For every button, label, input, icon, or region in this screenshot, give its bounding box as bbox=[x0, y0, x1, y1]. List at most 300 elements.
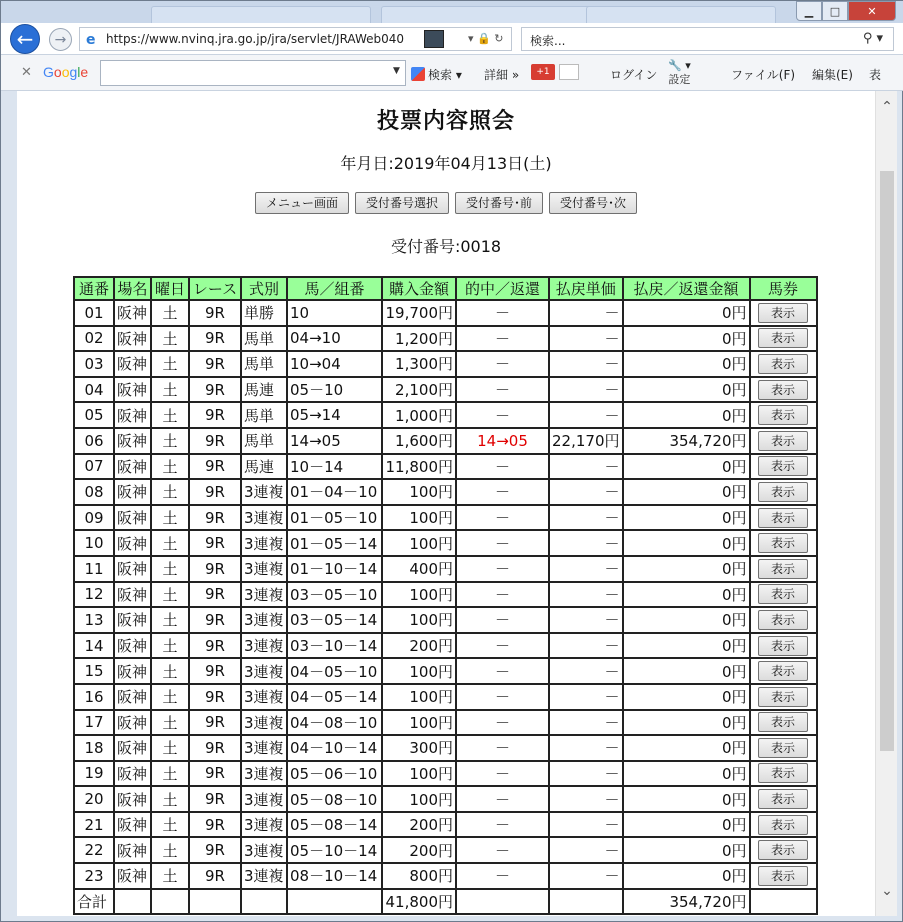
show-ticket-button[interactable]: 表示 bbox=[758, 815, 808, 835]
table-cell: 3連複 bbox=[241, 863, 287, 889]
table-cell: 土 bbox=[151, 300, 189, 326]
table-cell: － bbox=[456, 684, 549, 710]
table-cell: 3連複 bbox=[241, 710, 287, 736]
total-purchase: 41,800円 bbox=[382, 889, 456, 915]
table-cell: 阪神 bbox=[114, 710, 151, 736]
show-ticket-button[interactable]: 表示 bbox=[758, 738, 808, 758]
table-row bbox=[74, 505, 817, 531]
table-cell: － bbox=[549, 633, 623, 659]
table-cell: 阪神 bbox=[114, 812, 151, 838]
table-cell: 阪神 bbox=[114, 530, 151, 556]
table-cell: 23 bbox=[74, 863, 114, 889]
table-cell: 土 bbox=[151, 684, 189, 710]
table-cell: 9R bbox=[189, 326, 241, 352]
show-ticket-button[interactable]: 表示 bbox=[758, 712, 808, 732]
show-ticket-button[interactable]: 表示 bbox=[758, 380, 808, 400]
table-cell: － bbox=[456, 582, 549, 608]
table-cell: － bbox=[456, 710, 549, 736]
table-cell: 22 bbox=[74, 837, 114, 863]
table-cell: 0円 bbox=[623, 505, 750, 531]
table-cell: － bbox=[549, 556, 623, 582]
table-cell: － bbox=[456, 761, 549, 787]
ticket-cell bbox=[750, 786, 817, 812]
table-cell: 1,000円 bbox=[382, 402, 456, 428]
table-cell: 阪神 bbox=[114, 684, 151, 710]
table-cell: 0円 bbox=[623, 402, 750, 428]
show-ticket-button[interactable]: 表示 bbox=[758, 328, 808, 348]
table-cell: 1,300円 bbox=[382, 351, 456, 377]
ticket-cell bbox=[750, 658, 817, 684]
table-cell: 9R bbox=[189, 556, 241, 582]
table-cell: 9R bbox=[189, 607, 241, 633]
table-cell: 3連複 bbox=[241, 479, 287, 505]
ticket-cell bbox=[750, 735, 817, 761]
close-icon[interactable]: ✕ bbox=[21, 65, 32, 80]
table-cell: － bbox=[456, 479, 549, 505]
table-cell: － bbox=[549, 505, 623, 531]
google-search-icon bbox=[411, 67, 425, 81]
date-text: 年月日:2019年04月13日(土) bbox=[340, 154, 552, 173]
ticket-cell bbox=[750, 761, 817, 787]
table-cell: 0円 bbox=[623, 351, 750, 377]
table-cell: 05－06－10 bbox=[287, 761, 382, 787]
col-header: 購入金額 bbox=[382, 277, 456, 300]
table-cell: 3連複 bbox=[241, 761, 287, 787]
table-row bbox=[74, 454, 817, 480]
google-plus-button[interactable]: +1 bbox=[531, 64, 555, 80]
table-cell: － bbox=[549, 786, 623, 812]
table-cell: － bbox=[456, 377, 549, 403]
table-cell: 土 bbox=[151, 812, 189, 838]
table-cell: 05 bbox=[74, 402, 114, 428]
table-cell: 土 bbox=[151, 377, 189, 403]
table-cell: 9R bbox=[189, 505, 241, 531]
table-row bbox=[74, 326, 817, 352]
table-cell: 土 bbox=[151, 658, 189, 684]
search-box[interactable] bbox=[521, 27, 894, 51]
show-ticket-button[interactable]: 表示 bbox=[758, 866, 808, 886]
table-cell: － bbox=[456, 556, 549, 582]
bet-table bbox=[73, 276, 818, 915]
col-header: 馬券 bbox=[750, 277, 817, 300]
google-plus-count bbox=[559, 64, 579, 80]
table-cell: 100円 bbox=[382, 684, 456, 710]
table-cell: － bbox=[549, 863, 623, 889]
table-cell: 22,170円 bbox=[549, 428, 623, 454]
table-cell: 9R bbox=[189, 428, 241, 454]
table-cell: 100円 bbox=[382, 607, 456, 633]
show-ticket-button[interactable]: 表示 bbox=[758, 840, 808, 860]
table-cell: 9R bbox=[189, 658, 241, 684]
table-cell: 200円 bbox=[382, 633, 456, 659]
chevron-down-icon[interactable]: ▼ bbox=[393, 66, 400, 76]
table-cell: 3連複 bbox=[241, 735, 287, 761]
table-cell: 9R bbox=[189, 351, 241, 377]
ticket-cell bbox=[750, 530, 817, 556]
table-cell: 08－10－14 bbox=[287, 863, 382, 889]
table-cell: － bbox=[456, 812, 549, 838]
show-ticket-button[interactable]: 表示 bbox=[758, 533, 808, 553]
table-cell: 土 bbox=[151, 505, 189, 531]
table-cell: 3連複 bbox=[241, 658, 287, 684]
show-ticket-button[interactable]: 表示 bbox=[758, 789, 808, 809]
ticket-cell bbox=[750, 377, 817, 403]
table-cell: 0円 bbox=[623, 786, 750, 812]
receipt-select-button[interactable]: 受付番号選択 bbox=[355, 192, 449, 214]
empty-cell bbox=[456, 889, 549, 915]
tab-background[interactable] bbox=[381, 6, 601, 23]
show-ticket-button[interactable]: 表示 bbox=[758, 456, 808, 476]
table-cell: 08 bbox=[74, 479, 114, 505]
table-row bbox=[74, 582, 817, 608]
col-header: 的中／返還 bbox=[456, 277, 549, 300]
show-ticket-button[interactable]: 表示 bbox=[758, 661, 808, 681]
vertical-scrollbar[interactable] bbox=[875, 91, 897, 916]
show-ticket-button[interactable]: 表示 bbox=[758, 405, 808, 425]
arrow-right-icon: → bbox=[54, 31, 67, 48]
table-cell: 19,700円 bbox=[382, 300, 456, 326]
table-cell: 0円 bbox=[623, 863, 750, 889]
show-ticket-button[interactable]: 表示 bbox=[758, 610, 808, 630]
table-cell: － bbox=[456, 658, 549, 684]
show-ticket-button[interactable]: 表示 bbox=[758, 584, 808, 604]
table-cell: － bbox=[549, 761, 623, 787]
show-ticket-button[interactable]: 表示 bbox=[758, 687, 808, 707]
table-cell: 土 bbox=[151, 837, 189, 863]
table-cell: 0円 bbox=[623, 812, 750, 838]
table-cell: 土 bbox=[151, 556, 189, 582]
table-cell: 阪神 bbox=[114, 761, 151, 787]
table-cell: 9R bbox=[189, 710, 241, 736]
ticket-cell bbox=[750, 863, 817, 889]
table-row bbox=[74, 556, 817, 582]
table-cell: 11,800円 bbox=[382, 454, 456, 480]
table-cell: 0円 bbox=[623, 837, 750, 863]
table-cell: 阪神 bbox=[114, 607, 151, 633]
settings-button[interactable] bbox=[668, 59, 691, 87]
table-cell: － bbox=[549, 710, 623, 736]
show-ticket-button[interactable]: 表示 bbox=[758, 482, 808, 502]
show-ticket-button[interactable]: 表示 bbox=[758, 354, 808, 374]
table-cell: 100円 bbox=[382, 761, 456, 787]
table-cell: 馬単 bbox=[241, 402, 287, 428]
table-cell: 100円 bbox=[382, 530, 456, 556]
table-cell: 9R bbox=[189, 530, 241, 556]
ticket-cell bbox=[750, 582, 817, 608]
table-cell: 0円 bbox=[623, 582, 750, 608]
table-cell: 土 bbox=[151, 326, 189, 352]
back-button[interactable] bbox=[10, 24, 40, 54]
menu-edit[interactable]: 編集(E) bbox=[812, 68, 853, 82]
table-cell: 土 bbox=[151, 530, 189, 556]
table-cell: 01－05－14 bbox=[287, 530, 382, 556]
table-row bbox=[74, 633, 817, 659]
table-cell: － bbox=[549, 735, 623, 761]
forward-button[interactable] bbox=[49, 28, 72, 51]
search-placeholder: 検索... bbox=[530, 34, 566, 48]
page-content bbox=[17, 91, 875, 916]
table-cell: 03 bbox=[74, 351, 114, 377]
menu-view[interactable]: 表 bbox=[869, 68, 882, 82]
table-cell: 17 bbox=[74, 710, 114, 736]
table-cell: － bbox=[549, 402, 623, 428]
table-cell: 阪神 bbox=[114, 786, 151, 812]
tab-background[interactable] bbox=[586, 6, 776, 23]
table-cell: 0円 bbox=[623, 377, 750, 403]
address-bar[interactable] bbox=[79, 27, 512, 51]
table-cell: 9R bbox=[189, 300, 241, 326]
table-cell: － bbox=[549, 351, 623, 377]
table-row bbox=[74, 351, 817, 377]
table-cell: 9R bbox=[189, 812, 241, 838]
table-cell: 阪神 bbox=[114, 326, 151, 352]
table-cell: 阪神 bbox=[114, 582, 151, 608]
table-cell: 10 bbox=[287, 300, 382, 326]
ticket-cell bbox=[750, 351, 817, 377]
table-cell: － bbox=[456, 402, 549, 428]
receipt-prev-button[interactable]: 受付番号･前 bbox=[455, 192, 543, 214]
table-cell: 土 bbox=[151, 761, 189, 787]
table-cell: － bbox=[549, 530, 623, 556]
show-ticket-button[interactable]: 表示 bbox=[758, 431, 808, 451]
ticket-cell bbox=[750, 454, 817, 480]
google-toolbar bbox=[1, 55, 903, 91]
table-row bbox=[74, 863, 817, 889]
google-detail-button[interactable]: 詳細 » bbox=[484, 68, 520, 82]
table-cell: － bbox=[549, 684, 623, 710]
table-cell: 阪神 bbox=[114, 454, 151, 480]
table-cell: 06 bbox=[74, 428, 114, 454]
table-cell: 04－05－10 bbox=[287, 658, 382, 684]
google-search-label: 検索 bbox=[428, 68, 453, 82]
table-cell: 9R bbox=[189, 377, 241, 403]
receipt-next-button[interactable]: 受付番号･次 bbox=[549, 192, 637, 214]
close-button[interactable]: ✕ bbox=[848, 1, 896, 21]
table-cell: 3連複 bbox=[241, 556, 287, 582]
table-cell: 0円 bbox=[623, 479, 750, 505]
col-header: 馬／組番 bbox=[287, 277, 382, 300]
chevron-up-icon[interactable]: ⌃ bbox=[881, 99, 893, 115]
table-cell: 05－08－14 bbox=[287, 812, 382, 838]
table-cell: 0円 bbox=[623, 710, 750, 736]
table-cell: 馬連 bbox=[241, 454, 287, 480]
table-cell: － bbox=[549, 300, 623, 326]
table-cell: 土 bbox=[151, 607, 189, 633]
table-cell: 阪神 bbox=[114, 735, 151, 761]
table-cell: － bbox=[549, 326, 623, 352]
table-cell: 04－10－14 bbox=[287, 735, 382, 761]
table-row bbox=[74, 684, 817, 710]
col-header: 場名 bbox=[114, 277, 151, 300]
table-cell: 土 bbox=[151, 710, 189, 736]
table-cell: 3連複 bbox=[241, 684, 287, 710]
table-cell: 9R bbox=[189, 479, 241, 505]
table-cell: 04－05－14 bbox=[287, 684, 382, 710]
show-ticket-button[interactable]: 表示 bbox=[758, 508, 808, 528]
table-row bbox=[74, 658, 817, 684]
ie-icon: e bbox=[86, 32, 96, 48]
table-cell: － bbox=[549, 837, 623, 863]
table-cell: 0円 bbox=[623, 300, 750, 326]
ticket-cell bbox=[750, 479, 817, 505]
menu-screen-button[interactable]: メニュー画面 bbox=[255, 192, 349, 214]
table-row bbox=[74, 377, 817, 403]
table-cell: 土 bbox=[151, 479, 189, 505]
table-cell: 05－10－14 bbox=[287, 837, 382, 863]
table-cell: 100円 bbox=[382, 479, 456, 505]
maximize-button[interactable]: □ bbox=[822, 1, 848, 21]
table-cell: 01－10－14 bbox=[287, 556, 382, 582]
table-cell: 13 bbox=[74, 607, 114, 633]
table-cell: 阪神 bbox=[114, 837, 151, 863]
ticket-cell bbox=[750, 710, 817, 736]
table-cell: 阪神 bbox=[114, 556, 151, 582]
table-cell: 1,600円 bbox=[382, 428, 456, 454]
table-body bbox=[74, 300, 817, 914]
table-cell: 土 bbox=[151, 735, 189, 761]
table-cell: － bbox=[456, 530, 549, 556]
ticket-cell bbox=[750, 556, 817, 582]
table-cell: 04 bbox=[74, 377, 114, 403]
table-cell: － bbox=[456, 505, 549, 531]
table-cell: 200円 bbox=[382, 812, 456, 838]
login-button[interactable]: ログイン bbox=[610, 68, 658, 82]
table-cell: 阪神 bbox=[114, 402, 151, 428]
google-search-input[interactable] bbox=[100, 60, 406, 86]
ticket-cell bbox=[750, 402, 817, 428]
table-cell: － bbox=[456, 735, 549, 761]
ticket-cell bbox=[750, 326, 817, 352]
table-cell: 9R bbox=[189, 786, 241, 812]
table-cell: 土 bbox=[151, 863, 189, 889]
table-cell: 10－14 bbox=[287, 454, 382, 480]
table-cell: 土 bbox=[151, 633, 189, 659]
empty-cell bbox=[549, 889, 623, 915]
table-row bbox=[74, 428, 817, 454]
table-cell: 400円 bbox=[382, 556, 456, 582]
empty-cell bbox=[241, 889, 287, 915]
table-cell: 0円 bbox=[623, 761, 750, 787]
table-cell: 04→10 bbox=[287, 326, 382, 352]
page-title: 投票内容照会 bbox=[376, 109, 515, 134]
table-cell: 14 bbox=[74, 633, 114, 659]
table-cell: 9R bbox=[189, 633, 241, 659]
table-cell: － bbox=[456, 633, 549, 659]
table-cell: 9R bbox=[189, 761, 241, 787]
ticket-cell bbox=[750, 812, 817, 838]
table-cell: 20 bbox=[74, 786, 114, 812]
ticket-cell bbox=[750, 428, 817, 454]
table-cell: － bbox=[456, 863, 549, 889]
table-cell: 0円 bbox=[623, 633, 750, 659]
table-cell: 阪神 bbox=[114, 377, 151, 403]
table-cell: 馬単 bbox=[241, 428, 287, 454]
table-cell: － bbox=[456, 351, 549, 377]
table-cell: 200円 bbox=[382, 837, 456, 863]
table-cell: 03－05－14 bbox=[287, 607, 382, 633]
col-header: 曜日 bbox=[151, 277, 189, 300]
show-ticket-button[interactable]: 表示 bbox=[758, 303, 808, 323]
url-text[interactable]: https://www.nvinq.jra.go.jp/jra/servlet/JRAWeb040 bbox=[106, 32, 405, 46]
col-header: 通番 bbox=[74, 277, 114, 300]
table-cell: 3連複 bbox=[241, 633, 287, 659]
table-cell: 9R bbox=[189, 582, 241, 608]
table-cell: 0円 bbox=[623, 684, 750, 710]
table-cell: 0円 bbox=[623, 735, 750, 761]
ticket-cell bbox=[750, 505, 817, 531]
table-cell: 阪神 bbox=[114, 505, 151, 531]
minimize-button[interactable]: ▁ bbox=[796, 1, 822, 21]
empty-cell bbox=[287, 889, 382, 915]
table-cell: － bbox=[549, 582, 623, 608]
table-cell: 19 bbox=[74, 761, 114, 787]
total-payout: 354,720円 bbox=[623, 889, 750, 915]
table-cell: 0円 bbox=[623, 658, 750, 684]
table-cell: 馬単 bbox=[241, 351, 287, 377]
table-row bbox=[74, 786, 817, 812]
table-cell: 馬単 bbox=[241, 326, 287, 352]
google-search-button[interactable]: 検索 ▾ bbox=[411, 66, 462, 83]
table-cell: 1,200円 bbox=[382, 326, 456, 352]
table-cell: 土 bbox=[151, 351, 189, 377]
table-cell: 100円 bbox=[382, 710, 456, 736]
table-cell: 03－05－10 bbox=[287, 582, 382, 608]
lock-refresh-icons[interactable]: ▾ 🔒 ↻ bbox=[468, 32, 504, 45]
table-cell: 02 bbox=[74, 326, 114, 352]
table-row bbox=[74, 710, 817, 736]
table-cell: 03－10－14 bbox=[287, 633, 382, 659]
table-cell: － bbox=[456, 837, 549, 863]
tab-background[interactable] bbox=[151, 6, 371, 23]
page-thumbnail-icon[interactable] bbox=[424, 30, 444, 48]
table-cell: 馬連 bbox=[241, 377, 287, 403]
table-cell: 3連複 bbox=[241, 607, 287, 633]
table-cell: － bbox=[456, 607, 549, 633]
table-cell: 2,100円 bbox=[382, 377, 456, 403]
table-cell: 10 bbox=[74, 530, 114, 556]
table-cell: 800円 bbox=[382, 863, 456, 889]
table-cell: 100円 bbox=[382, 582, 456, 608]
table-cell: － bbox=[456, 300, 549, 326]
show-ticket-button[interactable]: 表示 bbox=[758, 763, 808, 783]
arrow-left-icon: ← bbox=[16, 27, 34, 51]
ticket-cell bbox=[750, 684, 817, 710]
search-icon[interactable]: ⚲ ▾ bbox=[862, 31, 883, 46]
menu-file[interactable]: ファイル(F) bbox=[731, 68, 796, 82]
table-cell: － bbox=[456, 454, 549, 480]
table-cell: － bbox=[549, 812, 623, 838]
table-cell: 354,720円 bbox=[623, 428, 750, 454]
empty-cell bbox=[189, 889, 241, 915]
table-cell: － bbox=[456, 786, 549, 812]
table-cell: 0円 bbox=[623, 607, 750, 633]
table-cell: 阪神 bbox=[114, 300, 151, 326]
table-cell: 9R bbox=[189, 735, 241, 761]
col-header: 式別 bbox=[241, 277, 287, 300]
google-logo: Google bbox=[43, 64, 89, 80]
chevron-down-icon[interactable]: ⌄ bbox=[881, 883, 893, 899]
wrench-icon: 🔧 ▾ bbox=[668, 59, 691, 72]
table-cell: 阪神 bbox=[114, 428, 151, 454]
table-row bbox=[74, 837, 817, 863]
ticket-cell bbox=[750, 607, 817, 633]
table-cell: 土 bbox=[151, 582, 189, 608]
settings-label: 設定 bbox=[668, 73, 691, 86]
show-ticket-button[interactable]: 表示 bbox=[758, 559, 808, 579]
show-ticket-button[interactable]: 表示 bbox=[758, 636, 808, 656]
ticket-cell bbox=[750, 300, 817, 326]
scrollbar-thumb[interactable] bbox=[880, 171, 894, 751]
